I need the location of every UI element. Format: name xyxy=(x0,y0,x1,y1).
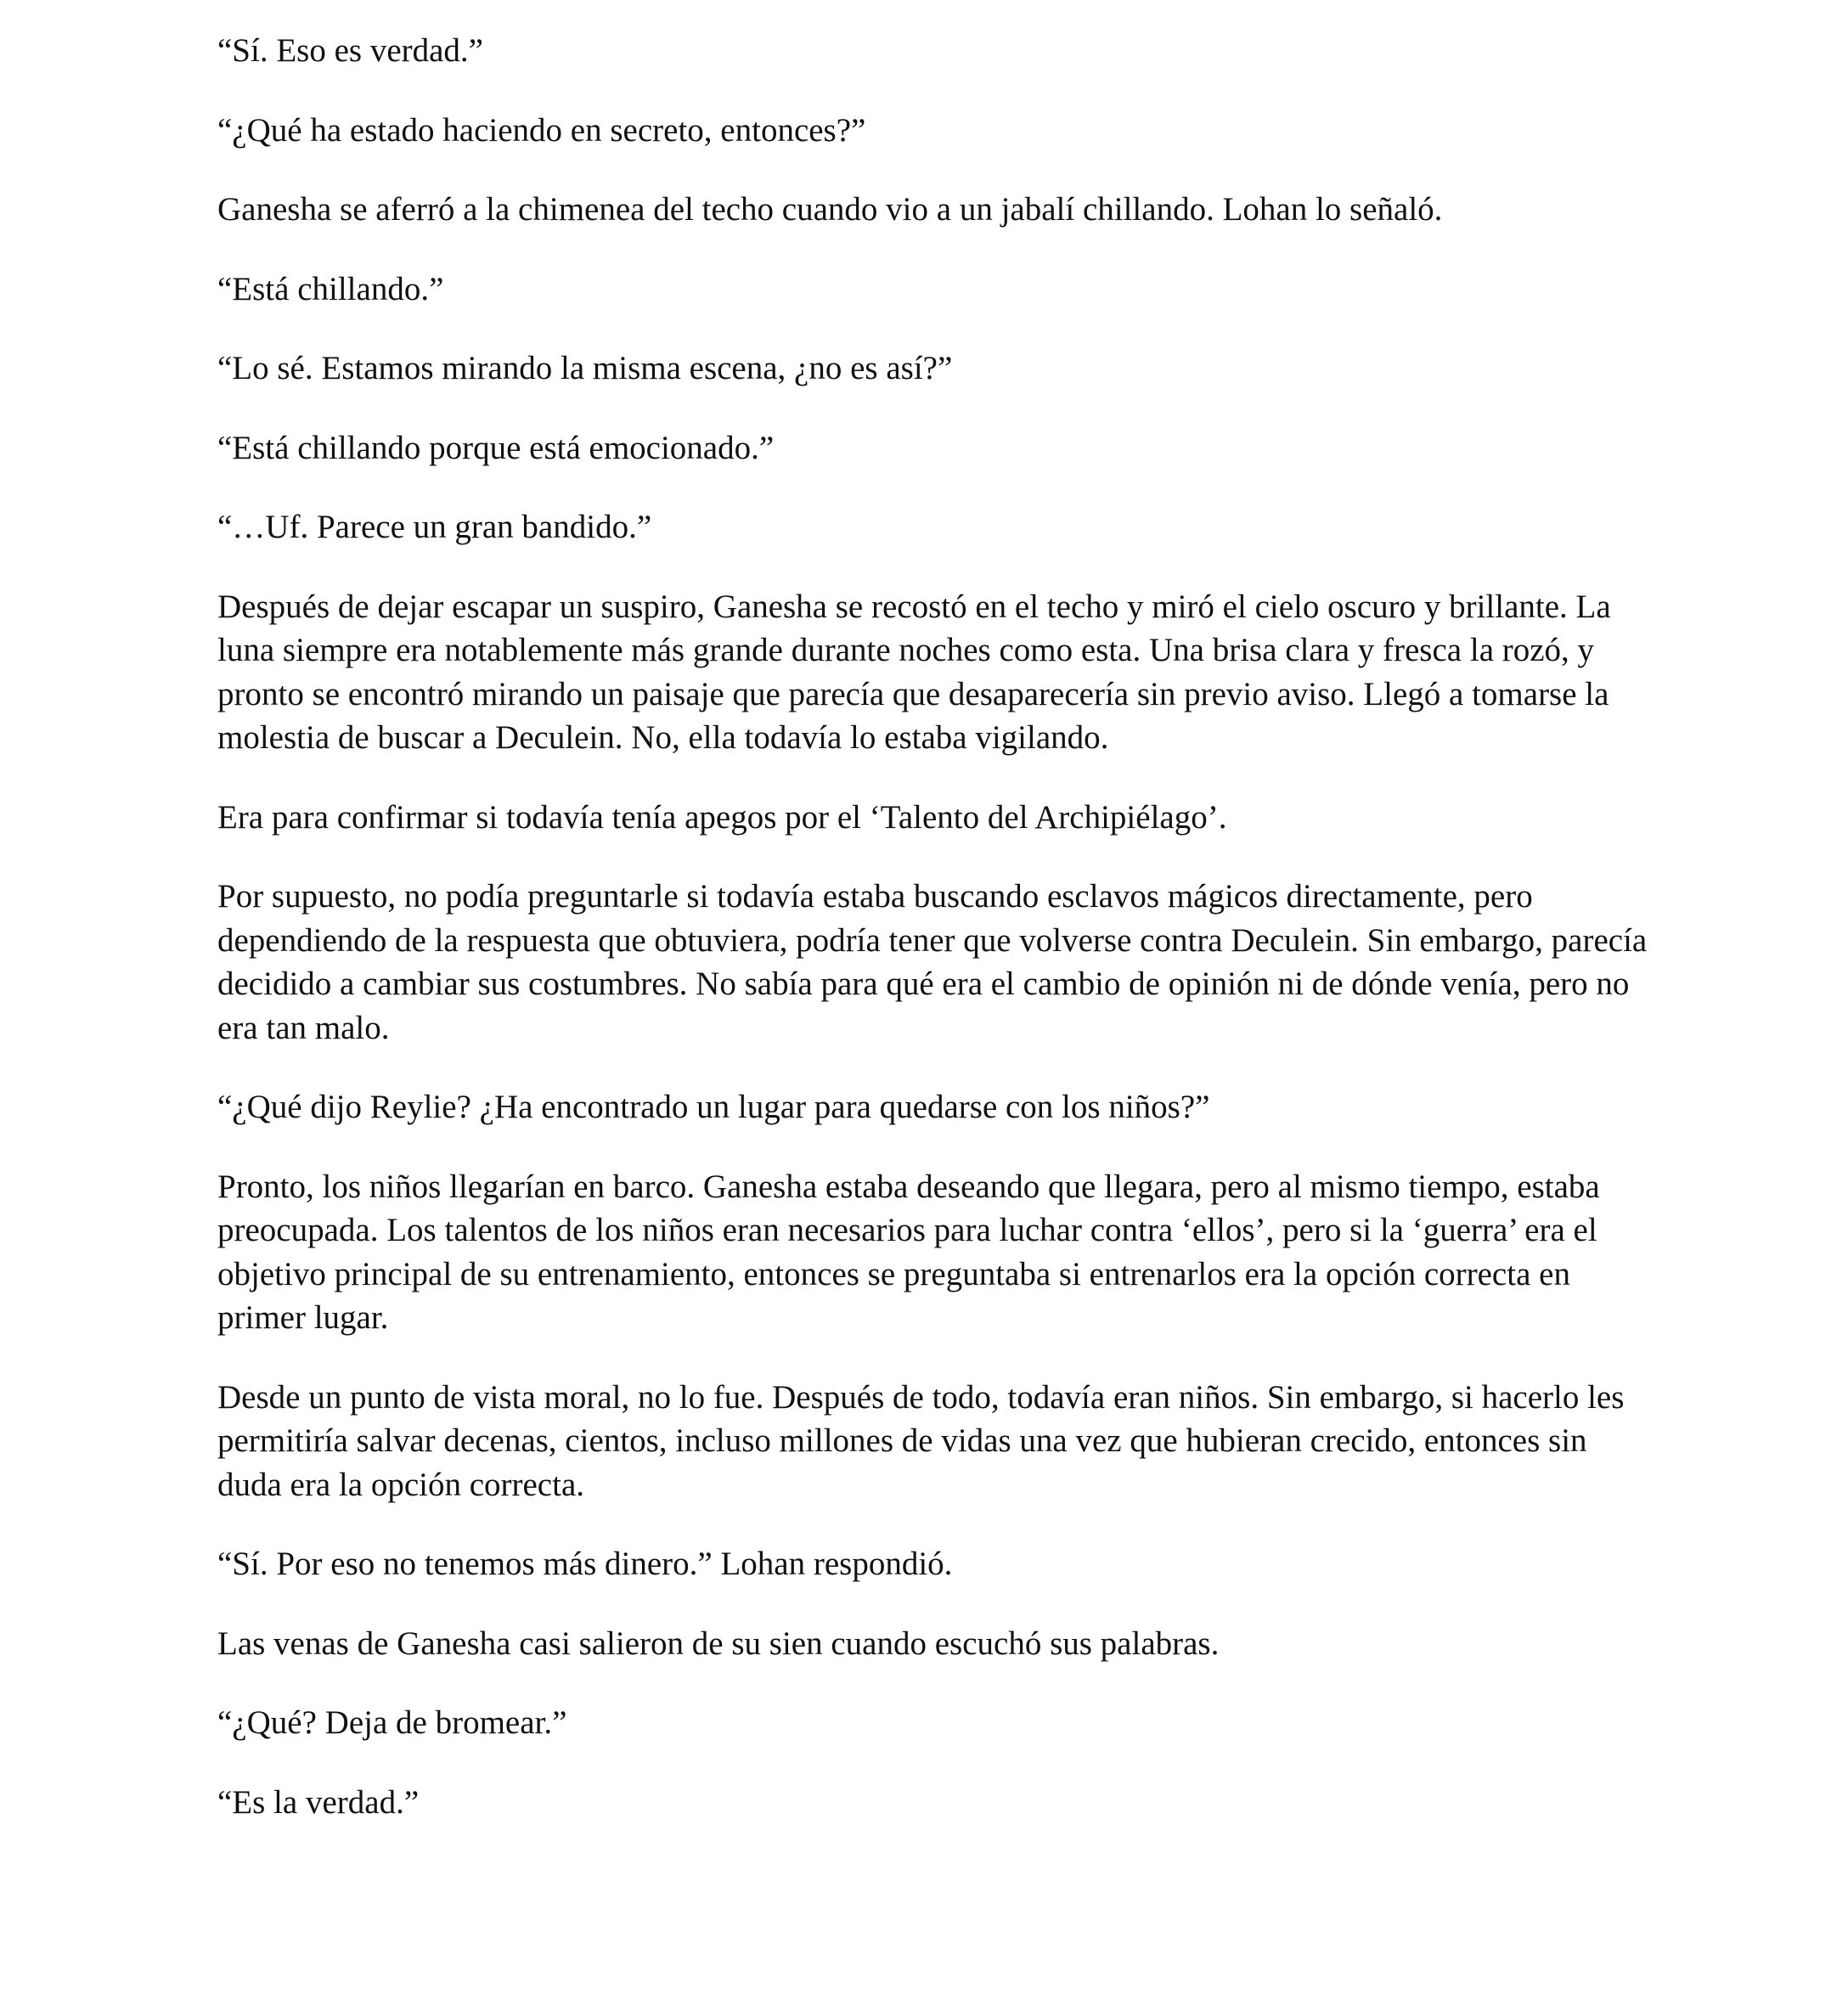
paragraph-narration: Ganesha se aferró a la chimenea del techo cuando vio a un jabalí chillando. Lohan lo señaló. xyxy=(217,191,1443,228)
paragraph-dialogue: “Sí. Eso es verdad.” xyxy=(217,32,483,69)
paragraph-dialogue: “Lo sé. Estamos mirando la misma escena, ¿no es así?” xyxy=(217,350,953,386)
paragraph-dialogue: “¿Qué dijo Reylie? ¿Ha encontrado un lugar para quedarse con los niños?” xyxy=(217,1089,1210,1125)
paragraph-dialogue: “Está chillando.” xyxy=(217,270,444,307)
paragraph-dialogue: “Es la verdad.” xyxy=(217,1783,420,1821)
paragraph-dialogue: “…Uf. Parece un gran bandido.” xyxy=(217,509,652,545)
paragraph-dialogue: “¿Qué? Deja de bromear.” xyxy=(217,1704,567,1741)
paragraph-narration: Por supuesto, no podía preguntarle si todavía estaba buscando esclavos mágicos directamente, pero dependiendo de la respuesta que obtuviera, podría tener que volverse contra Deculein. Sin embargo, parecía decidido a cambiar sus costumbres. No sabía para qué era el cambio de opinión ni de dónde venía, pero no era tan malo. xyxy=(217,878,1648,1046)
document-body xyxy=(217,29,1653,1860)
paragraph-narration: Pronto, los niños llegarían en barco. Ganesha estaba deseando que llegara, pero al mismo tiempo, estaba preocupada. Los talentos de los niños eran necesarios para luchar contra ‘ellos’, pero si la ‘guerra’ era el objetivo principal de su entrenamiento, entonces se preguntaba si entrenarlos era la opción correcta en primer lugar. xyxy=(217,1168,1600,1336)
paragraph-dialogue: “Sí. Por eso no tenemos más dinero.” Lohan respondió. xyxy=(217,1546,953,1582)
paragraph-narration: Era para confirmar si todavía tenía apegos por el ‘Talento del Archipiélago’. xyxy=(217,798,1227,836)
paragraph-narration: Desde un punto de vista moral, no lo fue. Después de todo, todavía eran niños. Sin embargo, si hacerlo les permitiría salvar decenas, cientos, incluso millones de vidas una vez que hubieran crecido, entonces sin duda era la opción correcta. xyxy=(217,1378,1625,1503)
paragraph-dialogue: “Está chillando porque está emocionado.” xyxy=(217,429,775,466)
paragraph-narration: Las venas de Ganesha casi salieron de su sien cuando escuchó sus palabras. xyxy=(217,1625,1220,1662)
paragraph-narration: Después de dejar escapar un suspiro, Ganesha se recostó en el techo y miró el cielo oscuro y brillante. La luna siempre era notablemente más grande durante noches como esta. Una brisa clara y fresca la rozó, y pronto se encontró mirando un paisaje que parecía que desaparecería sin previo aviso. Llegó a tomarse la molestia de buscar a Deculein. No, ella todavía lo estaba vigilando. xyxy=(217,588,1611,756)
paragraph-dialogue: “¿Qué ha estado haciendo en secreto, entonces?” xyxy=(217,111,866,149)
